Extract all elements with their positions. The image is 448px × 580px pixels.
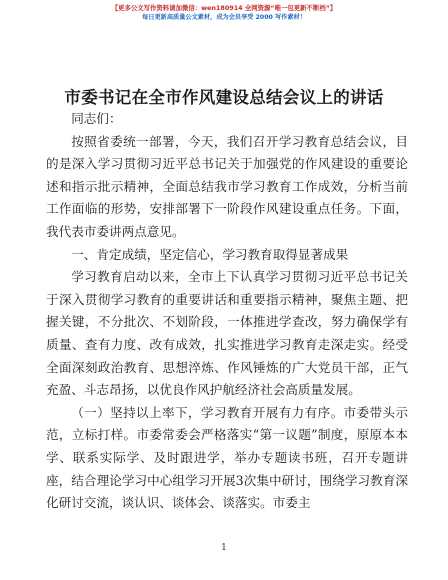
page-number: 1	[221, 543, 227, 553]
document-title: 市委书记在全市作风建设总结会议上的讲话	[64, 88, 384, 107]
banner-line-promo: 【更多公文写作资料请加微信：wen180914 全网资源“唯一包更新不断档”】	[111, 4, 337, 12]
greeting: 同志们：	[71, 111, 122, 126]
document-body	[46, 108, 408, 515]
header-banner	[0, 4, 448, 22]
paragraph-subsection-1: （一）坚持以上率下，学习教育开展有力有序。市委带头示范，立标打样。市委常委会严格落实“第一议题”制度，原原本本学、联系实际学、及时跟进学，举办专题读书班，召开专题讲座，结合理论学习中心组学习开展3次集中研讨，围绕学习教育深化研讨交流，谈认识、谈体会、谈落实。市委主	[46, 404, 408, 511]
banner-line-membership: 每日更新高质量公文素材，成为会员享受 2000 写作素材！	[142, 14, 306, 21]
section-heading-1: 一、肯定成绩，坚定信心，学习教育取得显著成果	[71, 246, 349, 262]
paragraph-achievements: 学习教育启动以来，全市上下认真学习贯彻习近平总书记关于深入贯彻学习教育的重要讲话和重要指示精神，聚焦主题、把握关键，不分批次、不划阶段，一体推进学查改，努力确保学有质量、查有力度、改有成效，扎实推进学习教育走深走实。经受全面深刻政治教育、思想淬炼、作风锤炼的广大党员干部，正气充盈、斗志昂扬，以优良作风护航经济社会高质量发展。	[46, 269, 408, 398]
paragraph-intro: 按照省委统一部署，今天，我们召开学习教育总结会议，目的是深入学习贯彻习近平总书记关于加强党的作风建设的重要论述和指示批示精神，全面总结我市学习教育工作成效，分析当前工作面临的形势，安排部署下一阶段作风建设重点任务。下面，我代表市委讲两点意见。	[46, 133, 408, 239]
